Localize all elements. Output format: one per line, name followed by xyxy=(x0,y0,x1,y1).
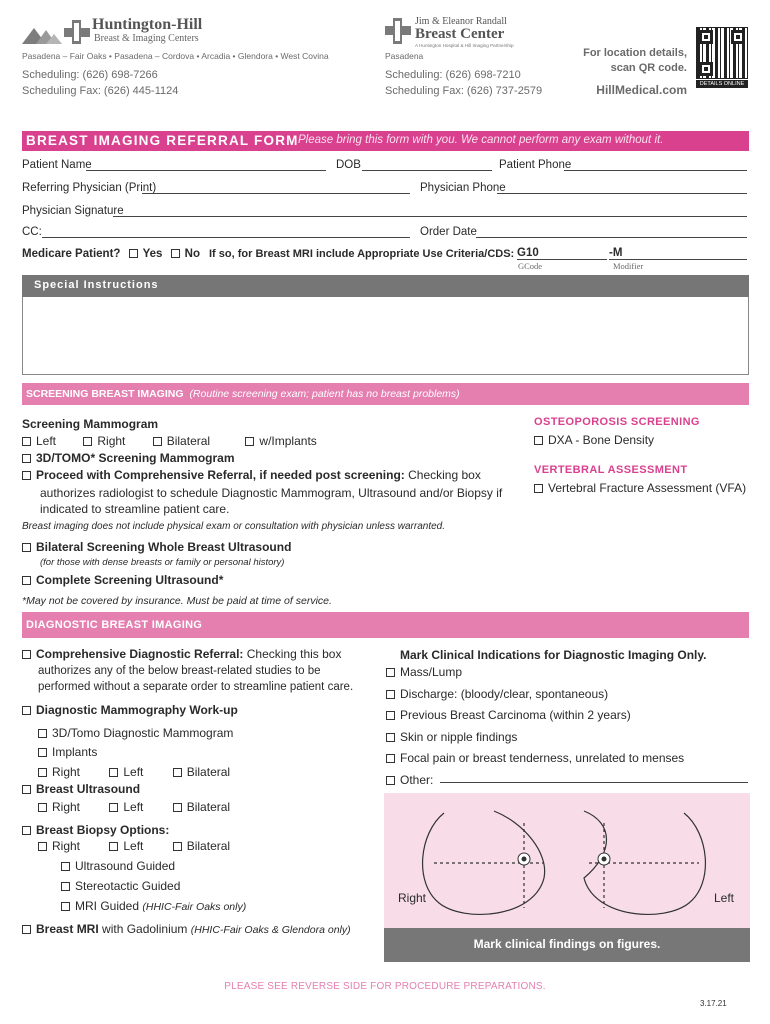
comp-row xyxy=(22,647,341,661)
tomo-row xyxy=(22,451,235,465)
indication-checkbox[interactable] xyxy=(386,668,395,677)
cc-field[interactable] xyxy=(42,237,410,238)
indication-item xyxy=(386,748,684,770)
dob-label: DOB xyxy=(336,159,361,171)
bilat-us-label: Bilateral Screening Whole Breast Ultrasound xyxy=(36,540,292,554)
indication-item xyxy=(386,727,684,749)
indication-label: Other: xyxy=(400,772,434,787)
reverse-note: PLEASE SEE REVERSE SIDE FOR PROCEDURE PREPARATIONS. xyxy=(224,981,546,992)
physician-phone-label: Physician Phone xyxy=(420,182,506,194)
proceed-checkbox[interactable] xyxy=(22,471,31,480)
indication-checkbox[interactable] xyxy=(386,733,395,742)
medicare-no-checkbox[interactable] xyxy=(171,249,180,258)
proceed-text-3: indicated to streamline patient care. xyxy=(40,502,230,516)
hh-sub: Breast & Imaging Centers xyxy=(94,33,199,44)
proceed-text-2: authorizes radiologist to schedule Diagnostic Mammogram, Ultrasound and/or Biopsy if xyxy=(40,486,503,500)
mri-guided-label: MRI Guided xyxy=(75,899,140,913)
workup-right-checkbox[interactable] xyxy=(38,768,47,777)
us-bilateral-checkbox[interactable] xyxy=(173,803,182,812)
mri-checkbox[interactable] xyxy=(22,925,31,934)
us-side-row xyxy=(38,800,230,814)
vertebral-heading: VERTEBRAL ASSESSMENT xyxy=(534,464,688,476)
other-field[interactable] xyxy=(440,782,748,783)
mri-guided-row xyxy=(61,899,246,913)
vfa-label: Vertebral Fracture Assessment (VFA) xyxy=(548,481,747,495)
order-date-field[interactable] xyxy=(476,237,747,238)
dob-field[interactable] xyxy=(362,170,492,171)
diag-implants-row xyxy=(38,745,97,759)
modifier-caption: Modifier xyxy=(613,261,644,271)
workup-left-label: Left xyxy=(123,765,144,779)
screen-right-checkbox[interactable] xyxy=(83,437,92,446)
mri-text: with Gadolinium xyxy=(102,922,188,936)
modifier-prefix: -M xyxy=(609,247,623,259)
diag-implants-checkbox[interactable] xyxy=(38,748,47,757)
biopsy-left-checkbox[interactable] xyxy=(109,842,118,851)
biopsy-bilateral-label: Bilateral xyxy=(186,839,231,853)
complete-us-label: Complete Screening Ultrasound* xyxy=(36,573,224,587)
indication-item xyxy=(386,705,684,727)
biopsy-label: Breast Biopsy Options: xyxy=(36,823,170,837)
medicare-row xyxy=(22,248,200,260)
insurance-note: *May not be covered by insurance. Must be paid at time of service. xyxy=(22,595,332,607)
medicare-yes-label: Yes xyxy=(142,248,163,260)
form-notice: Please bring this form with you. We cannot perform any exam without it. xyxy=(298,134,664,146)
workup-label: Diagnostic Mammography Work-up xyxy=(36,703,238,717)
mri-note: (HHIC-Fair Oaks & Glendora only) xyxy=(190,924,351,936)
us-row xyxy=(22,782,140,796)
diag-implants-label: Implants xyxy=(52,745,98,759)
diag-tomo-checkbox[interactable] xyxy=(38,729,47,738)
cc-label: CC: xyxy=(22,226,42,238)
qr-text-2: scan QR code. xyxy=(610,62,687,74)
screen-implants-checkbox[interactable] xyxy=(245,437,254,446)
patient-name-label: Patient Name xyxy=(22,159,92,171)
diag-tomo-label: 3D/Tomo Diagnostic Mammogram xyxy=(52,726,234,740)
dxa-label: DXA - Bone Density xyxy=(548,433,655,447)
diagnostic-heading: DIAGNOSTIC BREAST IMAGING xyxy=(26,619,203,631)
rb-line2: Breast Center xyxy=(415,26,505,42)
figure-caption: Mark clinical findings on figures. xyxy=(473,937,661,951)
indication-checkbox[interactable] xyxy=(386,776,395,785)
us-guided-row xyxy=(61,859,175,873)
rb-location: Pasadena xyxy=(385,51,424,61)
form-title: BREAST IMAGING REFERRAL FORM xyxy=(26,133,299,148)
bilat-us-checkbox[interactable] xyxy=(22,543,31,552)
proceed-label: Proceed with Comprehensive Referral, if needed post screening: xyxy=(36,468,405,482)
us-label: Breast Ultrasound xyxy=(36,782,141,796)
screen-bilateral-label: Bilateral xyxy=(166,434,211,448)
us-bilateral-label: Bilateral xyxy=(186,800,231,814)
figure-right-label: Right xyxy=(398,891,427,905)
screening-header xyxy=(26,388,460,400)
figure-left-label: Left xyxy=(714,891,735,905)
us-left-label: Left xyxy=(123,800,144,814)
screening-heading-note: (Routine screening exam; patient has no breast problems) xyxy=(189,388,460,400)
rb-fax: Scheduling Fax: (626) 737-2579 xyxy=(385,85,543,97)
workup-bilateral-label: Bilateral xyxy=(186,765,231,779)
diag-tomo-row xyxy=(38,726,233,740)
special-instructions-label: Special Instructions xyxy=(34,279,159,291)
hh-name: Huntington-Hill xyxy=(92,16,203,33)
indications-list xyxy=(386,662,684,791)
indication-checkbox[interactable] xyxy=(386,754,395,763)
dxa-row xyxy=(534,433,654,447)
qr-text-1: For location details, xyxy=(583,47,687,59)
osteo-heading: OSTEOPOROSIS SCREENING xyxy=(534,416,700,428)
ref-physician-field[interactable] xyxy=(142,193,410,194)
gcode-field[interactable] xyxy=(517,259,607,260)
cross-logo-icon xyxy=(385,18,411,44)
version: 3.17.21 xyxy=(700,999,727,1008)
comp-text-3: performed without a separate order to streamline patient care. xyxy=(38,681,354,693)
mri-guided-note: (HHIC-Fair Oaks only) xyxy=(142,901,247,913)
biopsy-side-row xyxy=(38,839,230,853)
bilat-us-note: (for those with dense breasts or family or personal history) xyxy=(40,557,285,568)
screen-right-label: Right xyxy=(97,434,126,448)
indication-checkbox[interactable] xyxy=(386,690,395,699)
complete-us-row xyxy=(22,573,223,587)
indication-label: Focal pain or breast tenderness, unrelated to menses xyxy=(400,751,685,765)
medicare-no-label: No xyxy=(184,248,200,260)
comp-text-1: Checking this box xyxy=(246,647,342,661)
mri-guided-checkbox[interactable] xyxy=(61,902,70,911)
rb-line3: A Huntington Hospital & Hill Imaging Partnership xyxy=(415,43,514,48)
workup-right-label: Right xyxy=(52,765,81,779)
hh-locations: Pasadena – Fair Oaks • Pasadena – Cordova • Arcadia • Glendora • West Covina xyxy=(22,51,329,61)
stereo-checkbox[interactable] xyxy=(61,882,70,891)
us-right-checkbox[interactable] xyxy=(38,803,47,812)
screening-heading: SCREENING BREAST IMAGING xyxy=(26,388,184,400)
screening-disclaimer: Breast imaging does not include physical exam or consultation with physician unless warranted. xyxy=(22,521,446,532)
indication-item xyxy=(386,662,684,684)
mri-label: Breast MRI xyxy=(36,922,99,936)
physician-signature-label: Physician Signature xyxy=(22,205,124,217)
patient-phone-field[interactable] xyxy=(564,170,747,171)
tomo-checkbox[interactable] xyxy=(22,454,31,463)
g10-prefix: G10 xyxy=(517,247,539,259)
workup-side-row xyxy=(38,765,230,779)
workup-checkbox[interactable] xyxy=(22,706,31,715)
biopsy-checkbox[interactable] xyxy=(22,826,31,835)
us-guided-checkbox[interactable] xyxy=(61,862,70,871)
comp-checkbox[interactable] xyxy=(22,650,31,659)
complete-us-checkbox[interactable] xyxy=(22,576,31,585)
hh-scheduling: Scheduling: (626) 698-7266 xyxy=(22,69,158,81)
biopsy-left-label: Left xyxy=(123,839,144,853)
screen-left-label: Left xyxy=(36,434,57,448)
medicare-yes-checkbox[interactable] xyxy=(129,249,138,258)
mountain-logo-icon xyxy=(22,20,62,46)
stereo-label: Stereotactic Guided xyxy=(75,879,181,893)
indication-label: Skin or nipple findings xyxy=(400,729,518,744)
screening-mammo-label: Screening Mammogram xyxy=(22,417,159,431)
modifier-field[interactable] xyxy=(609,259,747,260)
workup-bilateral-checkbox[interactable] xyxy=(173,768,182,777)
huntington-hill-logo xyxy=(22,18,217,46)
us-checkbox[interactable] xyxy=(22,785,31,794)
comp-text-2: authorizes any of the below breast-related studies to be xyxy=(38,665,321,677)
biopsy-bilateral-checkbox[interactable] xyxy=(173,842,182,851)
qr-code[interactable] xyxy=(696,27,748,79)
ref-physician-label: Referring Physician (Print) xyxy=(22,182,157,194)
indication-label: Previous Breast Carcinoma (within 2 years) xyxy=(400,708,631,722)
us-guided-label: Ultrasound Guided xyxy=(75,859,176,873)
clinical-heading: Mark Clinical Indications for Diagnostic Imaging Only. xyxy=(400,648,707,662)
cross-logo-icon xyxy=(64,20,90,44)
screen-implants-label: w/Implants xyxy=(259,434,317,448)
special-instructions-box[interactable] xyxy=(22,297,749,375)
website[interactable]: HillMedical.com xyxy=(596,83,687,97)
screen-bilateral-checkbox[interactable] xyxy=(153,437,162,446)
indication-item xyxy=(386,684,684,706)
qr-label: DETAILS ONLINE xyxy=(696,80,748,88)
gcode-caption: GCode xyxy=(518,261,543,271)
bilat-us-row xyxy=(22,540,291,554)
rb-scheduling: Scheduling: (626) 698-7210 xyxy=(385,69,521,81)
dxa-checkbox[interactable] xyxy=(534,436,543,445)
medicare-label: Medicare Patient? xyxy=(22,248,121,260)
biopsy-row xyxy=(22,823,169,837)
mri-row xyxy=(22,922,351,936)
randall-logo xyxy=(385,16,535,50)
tomo-label: 3D/TOMO* Screening Mammogram xyxy=(36,451,235,465)
screening-mammo-options xyxy=(22,434,317,448)
workup-left-checkbox[interactable] xyxy=(109,768,118,777)
comp-label: Comprehensive Diagnostic Referral: xyxy=(36,647,244,661)
screen-left-checkbox[interactable] xyxy=(22,437,31,446)
patient-phone-label: Patient Phone xyxy=(499,159,572,171)
physician-phone-field[interactable] xyxy=(497,193,747,194)
us-right-label: Right xyxy=(52,800,81,814)
indication-label: Discharge: (bloody/clear, spontaneous) xyxy=(400,686,609,701)
indication-label: Mass/Lump xyxy=(400,665,463,679)
vfa-row xyxy=(534,481,746,495)
rb-line1: Jim & Eleanor Randall xyxy=(415,16,507,27)
us-left-checkbox[interactable] xyxy=(109,803,118,812)
breast-figure-panel[interactable] xyxy=(384,793,750,928)
biopsy-right-label: Right xyxy=(52,839,81,853)
proceed-text-1: Checking box xyxy=(408,468,481,482)
indication-checkbox[interactable] xyxy=(386,711,395,720)
hh-fax: Scheduling Fax: (626) 445-1124 xyxy=(22,85,179,97)
workup-row xyxy=(22,703,238,717)
vfa-checkbox[interactable] xyxy=(534,484,543,493)
biopsy-right-checkbox[interactable] xyxy=(38,842,47,851)
physician-signature-field[interactable] xyxy=(113,216,747,217)
proceed-row xyxy=(22,468,481,482)
order-date-label: Order Date xyxy=(420,226,477,238)
breast-diagram-icon xyxy=(384,793,750,928)
indication-item xyxy=(386,770,684,792)
stereo-row xyxy=(61,879,180,893)
patient-name-field[interactable] xyxy=(86,170,326,171)
mri-criteria-label: If so, for Breast MRI include Appropriate Use Criteria/CDS: xyxy=(209,248,515,260)
